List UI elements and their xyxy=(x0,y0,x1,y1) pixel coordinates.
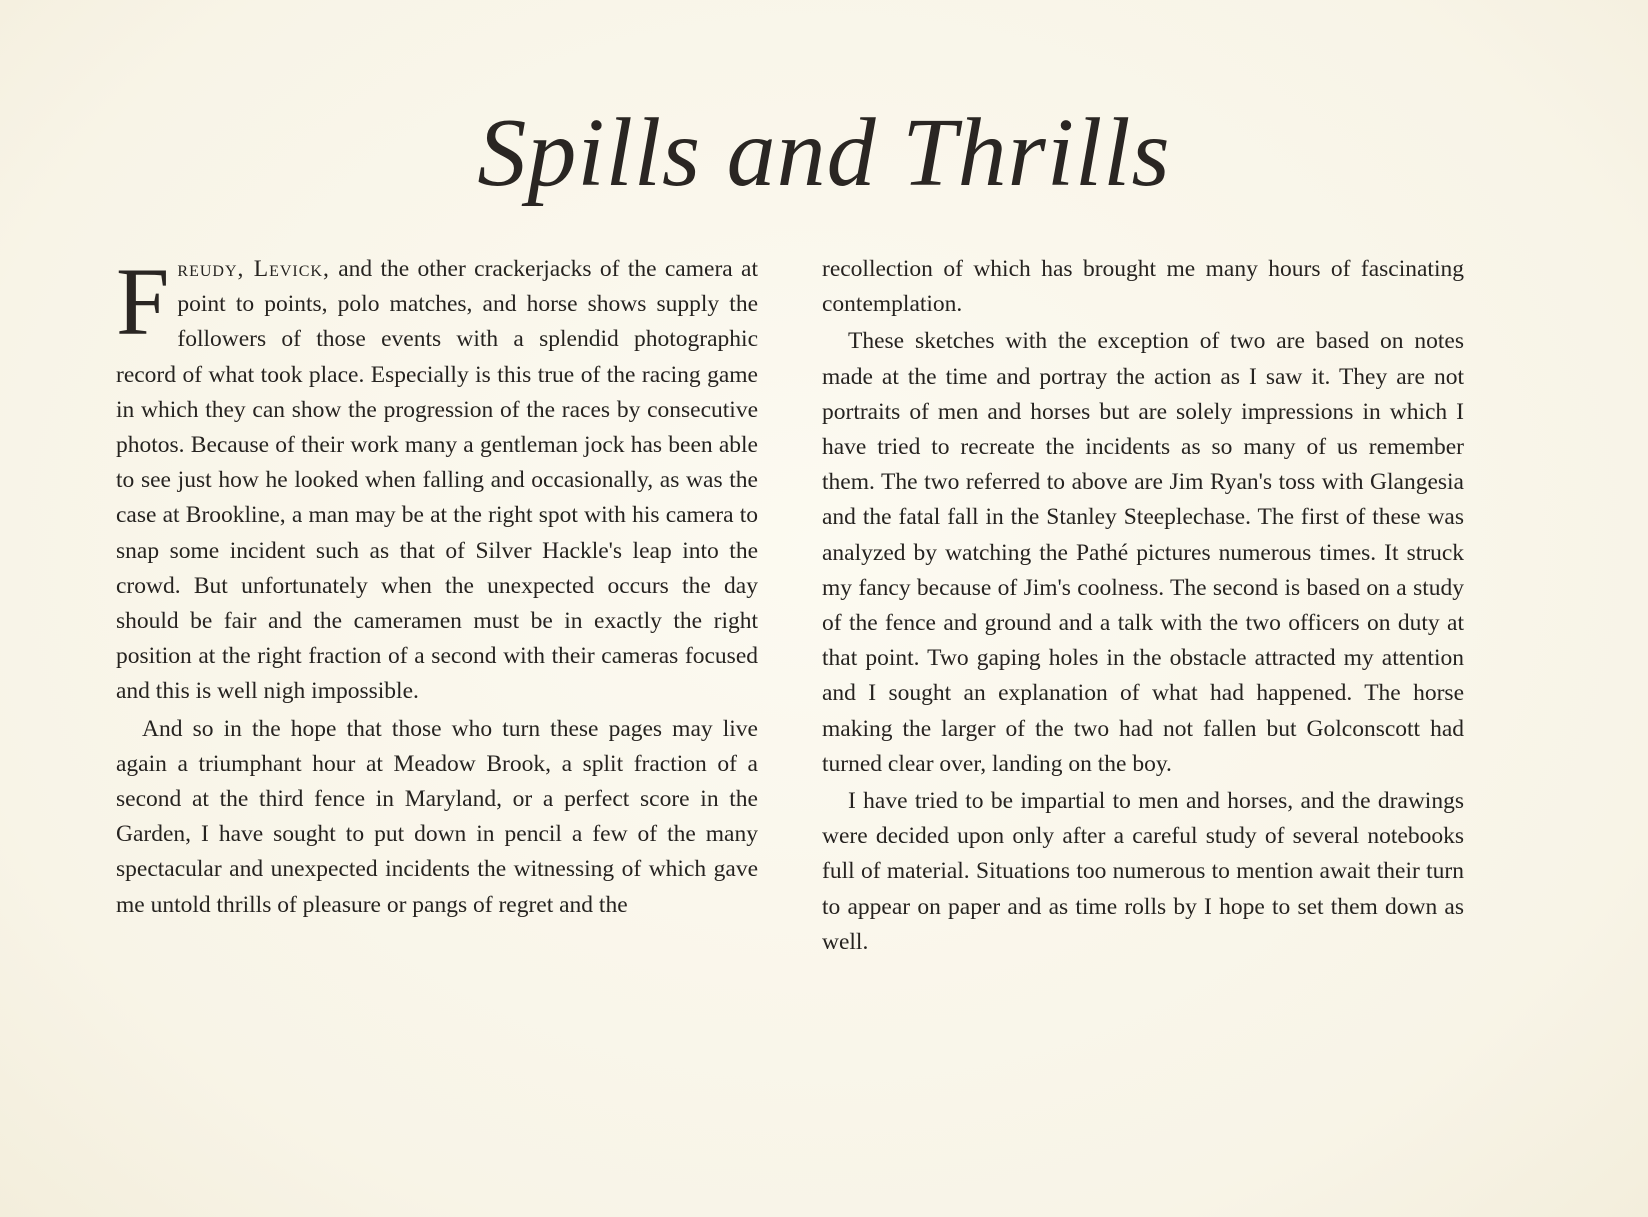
lead-in-smallcaps: reudy, Levick, xyxy=(177,256,330,282)
right-column xyxy=(822,252,1464,960)
drop-cap: F xyxy=(116,248,170,355)
paragraph-continuation: recollection of which has brought me many hours of fascinating contemplation. xyxy=(822,256,1464,318)
paragraph-impartial: I have tried to be impartial to men and horses, and the drawings were decided upon only after a careful study of several notebooks full of material. Situations too numerous to mention await their turn to appear on paper and as time rolls by I hope to set them down as well. xyxy=(822,788,1464,955)
paragraph-sketches: These sketches with the exception of two are based on notes made at the time and portray the action as I saw it. They are not portraits of men and horses but are solely impressions in which I have tried to recreate the incidents as so many of us remember them. The two referred to above are Jim Ryan's toss with Glangesia and the fatal fall in the Stanley Steeplechase. The first of these was analyzed by watching the Pathé pictures numerous times. It struck my fancy because of Jim's coolness. The second is based on a study of the fence and ground and a talk with the two officers on duty at that point. Two gaping holes in the obstacle attracted my attention and I sought an explanation of what had happened. The horse making the larger of the two had not fallen but Golconscott had turned clear over, landing on the boy. xyxy=(822,328,1464,777)
paragraph-1-text: and the other crackerjacks of the camera at point to points, polo matches, and horse shows supply the followers of those events with a splendid photographic record of what took place. Especially is this true of the racing game in which they can show the progression of the races by consecutive photos. Because of their work many a gentleman jock has been able to see just how he looked when falling and occasionally, as was the case at Brookline, a man may be at the right spot with his camera to snap some incident such as that of Silver Hackle's leap into the crowd. But unfortunately when the unexpected occurs the day should be fair and the cameramen must be in exactly the right position at the right fraction of a second with their cameras focused and this is well nigh impossible. xyxy=(116,256,758,705)
left-column xyxy=(116,248,758,923)
paragraph-2: And so in the hope that those who turn these pages may live again a triumphant hour at Meadow Brook, a split fraction of a second at the third fence in Maryland, or a perfect score in the Garden, I have sought to put down in pencil a few of the many spectacular and unexpected incidents the witnessing of which gave me untold thrills of pleasure or pangs of regret and the xyxy=(116,715,758,918)
page-title: Spills and Thrills xyxy=(477,99,1171,207)
paragraph-1 xyxy=(116,248,758,710)
